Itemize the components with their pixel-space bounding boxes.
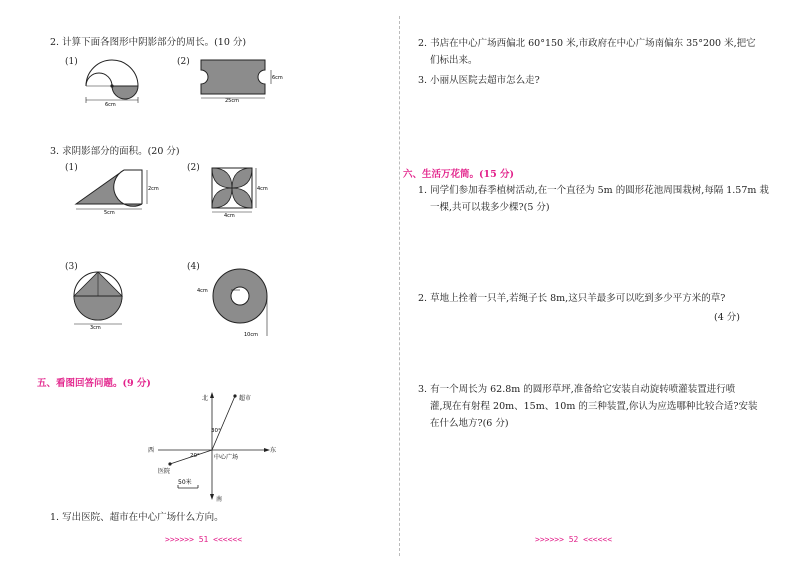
q3-fig2-dim-w: 4cm [224,213,235,219]
section-6-title: 六、生活万花筒。(15 分) [403,169,515,180]
q3-fig2-label: (2) [187,163,200,173]
q3-fig2-dim-h: 4cm [257,186,268,192]
p1-line2: 一棵,共可以栽多少棵?(5 分) [430,202,550,213]
q3-figure-4 [196,266,271,338]
map-east: 东 [270,447,277,454]
q3-fig4-dim-out: 10cm [244,332,258,338]
direction-map [140,388,280,506]
q3-figure-3 [70,268,130,330]
p2-text: 2. 草地上拴着一只羊,若绳子长 8m,这只羊最多可以吃到多少平方米的草? [418,293,726,304]
page-number-right: >>>>>> 52 <<<<<< [535,535,613,544]
p2-score: (4 分) [714,312,740,323]
q3-fig3-label: (3) [65,262,78,272]
q3-figure-2 [206,164,266,218]
map-center: 中心广场 [214,454,239,461]
map-angle-2: 20° [190,453,200,459]
map-hospital: 医院 [158,468,171,475]
q2-figure-1 [80,56,150,108]
q2-fig1-dim: 6cm [105,102,116,108]
section-5-title: 五、看图回答问题。(9 分) [37,378,151,389]
q3-figure-1 [74,164,164,214]
r-q2-line2: 们标出来。 [430,55,478,66]
q3-fig1-dim-w: 5cm [104,210,115,216]
map-market: 超市 [239,395,252,402]
p3-line2: 灌,现在有射程 20m、15m、10m 的三种装置,你认为应选哪种比较合适?安装 [430,401,758,412]
q2-fig2-dim-h: 6cm [272,75,283,81]
q2-fig2-dim-w: 25cm [225,98,239,104]
q3-fig4-label: (4) [187,262,200,272]
p1-line1: 1. 同学们参加春季植树活动,在一个直径为 5m 的圆形花池周围栽树,每隔 1.57m 栽 [418,185,769,196]
map-north: 北 [202,395,209,402]
p3-line3: 在什么地方?(6 分) [430,418,509,429]
q2-fig1-label: (1) [65,57,78,67]
p3-line1: 3. 有一个周长为 62.8m 的圆形草坪,准备给它安装自动旋转喷灌装置进行喷 [418,384,736,395]
page-number-left: >>>>>> 51 <<<<<< [165,535,243,544]
map-angle-1: 30° [211,428,221,434]
q2-title: 2. 计算下面各图形中阴影部分的周长。(10 分) [50,37,247,48]
page-divider [399,16,400,556]
q3-fig4-dim-in: 4cm [197,288,208,294]
map-west: 西 [148,447,155,454]
q3-title: 3. 求阴影部分的面积。(20 分) [50,146,180,157]
r-q2-line1: 2. 书店在中心广场西偏北 60°150 米,市政府在中心广场南偏东 35°200 米,把它 [418,38,756,49]
r-q3-text: 3. 小丽从医院去超市怎么走? [418,75,540,86]
q3-fig1-dim-h: 2cm [148,186,159,192]
map-scale: 50米 [178,479,192,486]
q2-fig2-label: (2) [177,57,190,67]
q3-fig1-label: (1) [65,163,78,173]
q1-text: 1. 写出医院、超市在中心广场什么方向。 [50,512,224,523]
q3-fig3-dim: 3cm [90,325,101,331]
map-south: 南 [216,496,223,503]
q2-figure-2 [195,56,290,102]
